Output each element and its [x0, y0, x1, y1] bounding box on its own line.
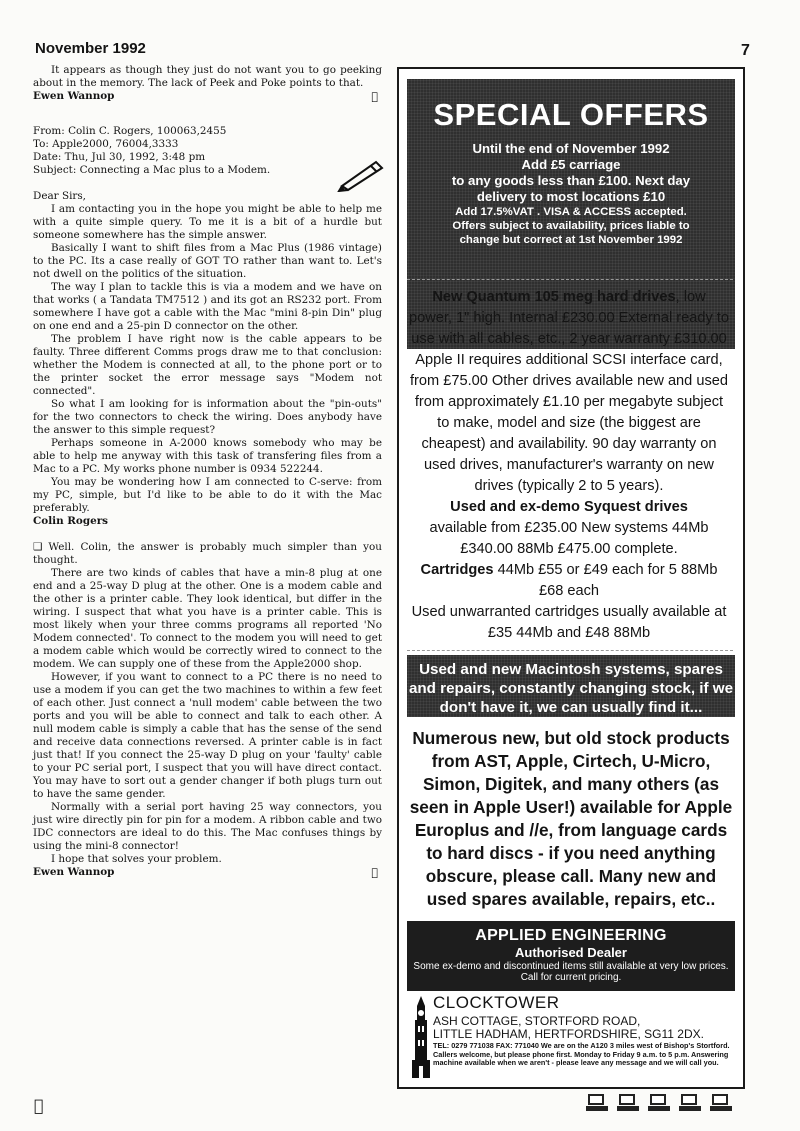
old-stock-text: Numerous new, but old stock products from AST, Apple, Cirtech, U-Micro, Simon, Digitek, and many others (as seen in Apple User!) available for Apple Europlus and //e, from language cards to hard discs - if you need anything obscure, please call. Many new and used spares available, repairs, etc.. — [409, 728, 733, 909]
email-subject: Subject: Connecting a Mac plus to a Modem. — [33, 164, 271, 176]
apple-logo-icon — [34, 1096, 44, 1115]
signature-text: Ewen Wannop — [33, 90, 115, 102]
cartridges-heading: Cartridges — [420, 562, 494, 578]
reply-paragraph: Normally with a serial port having 25 way connectors, you just wire directly pin for pin for a modem. A ribbon cable and two IDC connectors are ideal to do this. The Mac confuses things by using the mini-8 connector! — [33, 801, 382, 852]
email-paragraph: I am contacting you in the hope you might be able to help me with a quite simple query. To me it is a bit of a hurdle but someone somewhere has the simple answer. — [33, 203, 382, 241]
email-paragraph: You may be wondering how I am connected to C-serve: from my PC, simple, but I'd like to be able to do it with the Mac preferably. — [33, 476, 382, 514]
offer-line: Until the end of November 1992 — [472, 141, 670, 156]
computer-icon — [617, 1094, 639, 1112]
unwarranted-text: Used unwarranted cartridges usually available at £35 44Mb and £48 88Mb — [411, 604, 727, 641]
computer-icon — [710, 1094, 732, 1112]
offer-line: to any goods less than £100. Next day — [451, 173, 691, 188]
signature-colin: Colin Rogers — [33, 515, 109, 527]
computer-icon — [679, 1094, 701, 1112]
offer-small-line: change but correct at 1st November 1992 — [459, 234, 683, 246]
syquest-bold: Used and ex-demo Syquest drives — [450, 499, 688, 515]
address-line: ASH COTTAGE, STORTFORD ROAD, — [433, 1014, 641, 1028]
email-paragraph: Basically I want to shift files from a Mac Plus (1986 vintage) to the PC. Its a case really of GOT TO rather than want to. Let's not dwell on the politics of the situation. — [33, 242, 382, 280]
cartridges-text — [409, 560, 729, 602]
email-paragraph: The way I plan to tackle this is via a modem and we have on that works ( a Tandata TM7512 ) and its got an RS232 port. From somewhere I have got a cable with the Mac "mini 8-pin Din" plug on one end and a 25-pin D connector on the other. — [33, 281, 382, 332]
offer-line: Add £5 carriage — [521, 157, 621, 172]
signature-ewen-2 — [33, 866, 382, 879]
pencil-icon — [336, 158, 386, 192]
reply-paragraph: There are two kinds of cables that have a min-8 plug at one end and a 25-way D plug at the other. One is a modem cable and the other is a printer cable. They look identical, but differ in the wiring. I suspect that what you have is a printer cable. This is most likely when your three comms programs all reported 'No Modem connected'. To connect to the modem you will need to get a modem cable which would be correctly wired to connect to the modem. We can supply one of these from the Apple2000 shop. — [33, 567, 382, 670]
offer-small-line: Add 17.5%VAT . VISA & ACCESS accepted. — [455, 206, 687, 218]
offer-line: delivery to most locations £10 — [476, 189, 666, 204]
ae-subtitle: Authorised Dealer — [515, 945, 627, 960]
clocktower-contact-text: TEL: 0279 771038 FAX: 771040 We are on the A120 3 miles west of Bishop's Stortford. Callers welcome, but please phone first. Monday to Friday 9 a.m. to 5 p.m. Answering machine available when we aren't - please leave any message and we will call you. — [433, 1041, 730, 1067]
page-number: 7 — [741, 42, 750, 59]
drives-section — [409, 287, 729, 644]
email-date: Date: Thu, Jul 30, 1992, 3:48 pm — [33, 151, 206, 163]
email-salutation: Dear Sirs, — [33, 190, 86, 202]
clocktower-name: CLOCKTOWER — [433, 993, 560, 1012]
quantum-body: , low power, 1" high. Internal £230.00 External ready to use with all cables, etc., 2 year warranty £310.00 Apple II requires additional SCSI interface card, from £75.00 Other drives available new and used from approximately £1.10 per megabyte subject to make, model and size (the biggest are cheapest) and availability. 90 day warranty on used drives, manufacturer's warranty on new drives (typically 2 to 5 years). — [409, 289, 729, 494]
email-paragraph: So what I am looking for is information about the "pin-outs" for the two connectors to check the wiring. Does anybody have the answer to this simple request? — [33, 398, 382, 436]
advert-box — [397, 67, 745, 1089]
ae-small-text: Some ex-demo and discontinued items still available at very low prices. Call for current pricing. — [413, 961, 729, 983]
clocktower-address — [433, 1015, 704, 1041]
address-line: LITTLE HADHAM, HERTFORDSHIRE, SG11 2DX. — [433, 1027, 704, 1041]
clocktower-icon — [412, 996, 430, 1078]
reply-paragraph: ❑ Well. Colin, the answer is probably much simpler than you thought. — [33, 541, 382, 566]
letter1-closing-paragraph: It appears as though they just do not want you to go peeking about in the memory. The lack of Peek and Poke points to that. — [33, 64, 382, 89]
computer-icon — [648, 1094, 670, 1112]
syquest-heading — [409, 497, 729, 518]
special-offers-title: SPECIAL OFFERS — [433, 97, 709, 132]
computer-icons-row — [586, 1094, 732, 1112]
cartridges-body: 44Mb £55 or £49 each for 5 88Mb £68 each — [493, 562, 718, 599]
letters-column — [33, 64, 382, 879]
offer-small-line: Offers subject to availability, prices liable to — [452, 220, 690, 232]
ae-title: APPLIED ENGINEERING — [475, 927, 667, 944]
reply-paragraph: I hope that solves your problem. — [51, 853, 222, 865]
mac-systems-banner: Used and new Macintosh systems, spares and repairs, constantly changing stock, if we don't have it, we can usually find it... — [407, 655, 735, 717]
apple-icon — [371, 90, 378, 103]
applied-engineering-banner — [407, 921, 735, 991]
computer-icon — [586, 1094, 608, 1112]
email-from: From: Colin C. Rogers, 100063,2455 — [33, 125, 227, 137]
signature-ewen-1 — [33, 90, 382, 103]
special-offers-text — [407, 141, 735, 247]
quantum-heading: New Quantum 105 meg hard drives — [432, 289, 676, 305]
apple-icon — [371, 866, 378, 879]
signature-text: Ewen Wannop — [33, 866, 115, 878]
syquest-body: available from £235.00 New systems 44Mb £340.00 88Mb £475.00 complete. — [429, 520, 709, 557]
quantum-text — [409, 287, 729, 497]
page-date: November 1992 — [35, 40, 146, 57]
email-to: To: Apple2000, 76004,3333 — [33, 138, 179, 150]
email-paragraph: The problem I have right now is the cable appears to be faulty. Three different Comms progs draw me to that conclusion: whether the Modem is connected at all, to the phone port or to the printer socket the error message says "Modem not connected". — [33, 333, 382, 397]
email-paragraph: Perhaps someone in A-2000 knows somebody who may be able to help me anyway with this task of transfering files from a Mac to a PC. My works phone number is 0934 522244. — [33, 437, 382, 475]
reply-paragraph: However, if you want to connect to a PC there is no need to use a modem if you can get the two machines to within a few feet of each other. Just connect a 'null modem' cable between the two ports and you will be able to connect and talk to each other. A null modem cable is simply a cable that has the sense of the send and receive data connections reversed. A printer cable is in fact just that! If you connect the 25-way D plug on your 'faulty' cable to your PC serial port, I suspect that you will have direct contact. You may have to sort out a gender changer if both plugs turn out to have the same gender. — [33, 671, 382, 800]
